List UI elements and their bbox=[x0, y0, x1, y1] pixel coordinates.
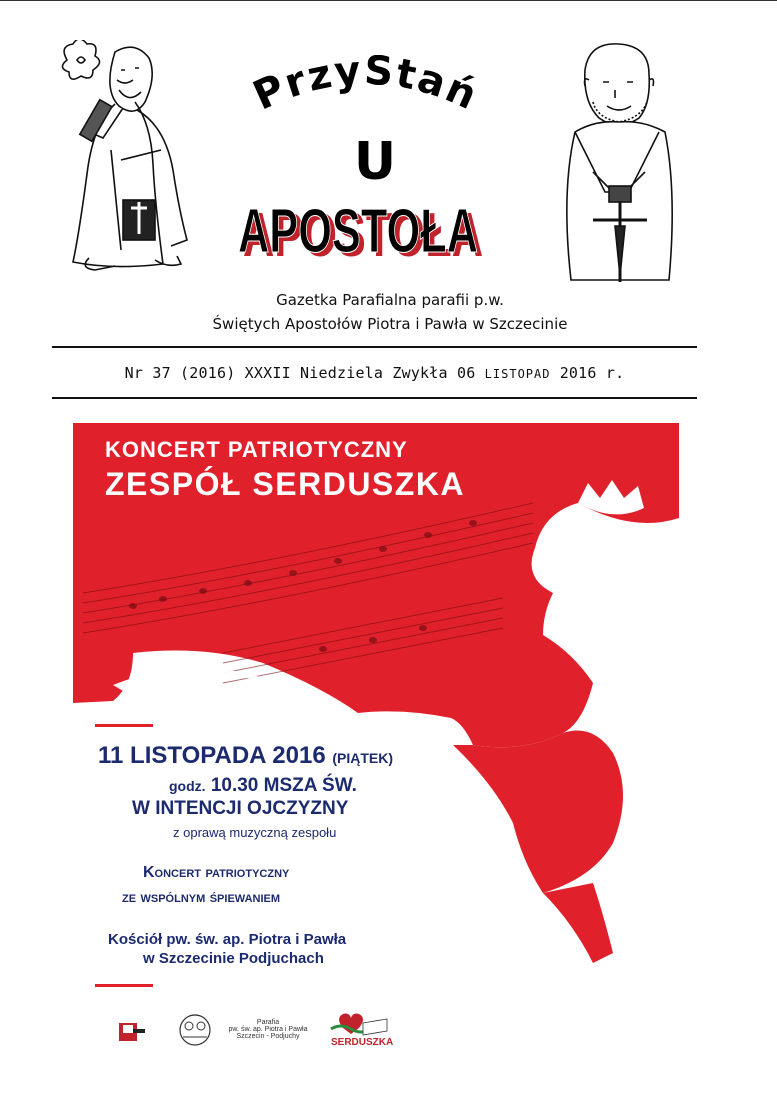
masthead-title-line1-text: PrzyStań bbox=[246, 55, 486, 120]
masthead-title-text: APOSTOŁA bbox=[238, 197, 478, 266]
poster-heading1: KONCERT PATRIOTYCZNY bbox=[105, 437, 408, 462]
masthead-subtitle-line2: Świętych Apostołów Piotra i Pawła w Szczecinie bbox=[212, 315, 568, 333]
saint-paul-illustration bbox=[545, 40, 695, 282]
poster-concert-line1: Koncert patriotyczny bbox=[143, 864, 290, 881]
header-divider-bottom bbox=[52, 397, 697, 399]
poster-mass-time-value: 10.30 MSZA ŚW. bbox=[210, 775, 357, 796]
masthead-title-line2: U bbox=[353, 132, 397, 192]
logo-parish-icon bbox=[180, 1015, 210, 1045]
poster-serduszka-logo-text: SERDUSZKA bbox=[331, 1037, 394, 1048]
poster-concert-line2: ze wspólnym śpiewaniem bbox=[122, 889, 281, 906]
top-border bbox=[0, 0, 777, 1]
poster-weekday: (PIĄTEK) bbox=[332, 750, 394, 766]
svg-text:PrzyStań bbox=[247, 55, 486, 120]
masthead-title-shadow: APOSTOŁA bbox=[243, 201, 483, 268]
poster-date-value: 11 LISTOPADA 2016 bbox=[98, 742, 326, 769]
poster-mass-time bbox=[169, 775, 357, 797]
issue-prefix: Nr 37 (2016) XXXII Niedziela Zwykła 06 bbox=[124, 364, 485, 382]
issue-line bbox=[52, 364, 697, 382]
poster-heading2: ZESPÓŁ SERDUSZKA bbox=[105, 466, 466, 502]
poster-church-line1: Kościół pw. św. ap. Piotra i Pawła bbox=[108, 931, 347, 948]
issue-month: LISTOPAD bbox=[484, 367, 551, 381]
issue-suffix: 2016 r. bbox=[550, 364, 625, 382]
poster-mass-time-prefix: godz. bbox=[169, 778, 206, 794]
poster-mass-music: z oprawą muzyczną zespołu bbox=[173, 825, 337, 840]
masthead-title-line3 bbox=[230, 188, 490, 268]
poster-mass-intention: W INTENCJI OJCZYZNY bbox=[132, 798, 349, 819]
poster-church-line2: w Szczecinie Podjuchach bbox=[143, 950, 324, 967]
poster-date bbox=[98, 742, 393, 770]
poster-parish-logo-text: Parafia pw. św. ap. Piotra i Pawła Szczecin - Podjuchy bbox=[228, 1019, 308, 1040]
saint-peter-illustration bbox=[55, 40, 205, 280]
header-divider-top bbox=[52, 346, 697, 348]
concert-poster bbox=[73, 423, 679, 1058]
masthead-subtitle-line1: Gazetka Parafialna parafii p.w. bbox=[276, 291, 504, 309]
